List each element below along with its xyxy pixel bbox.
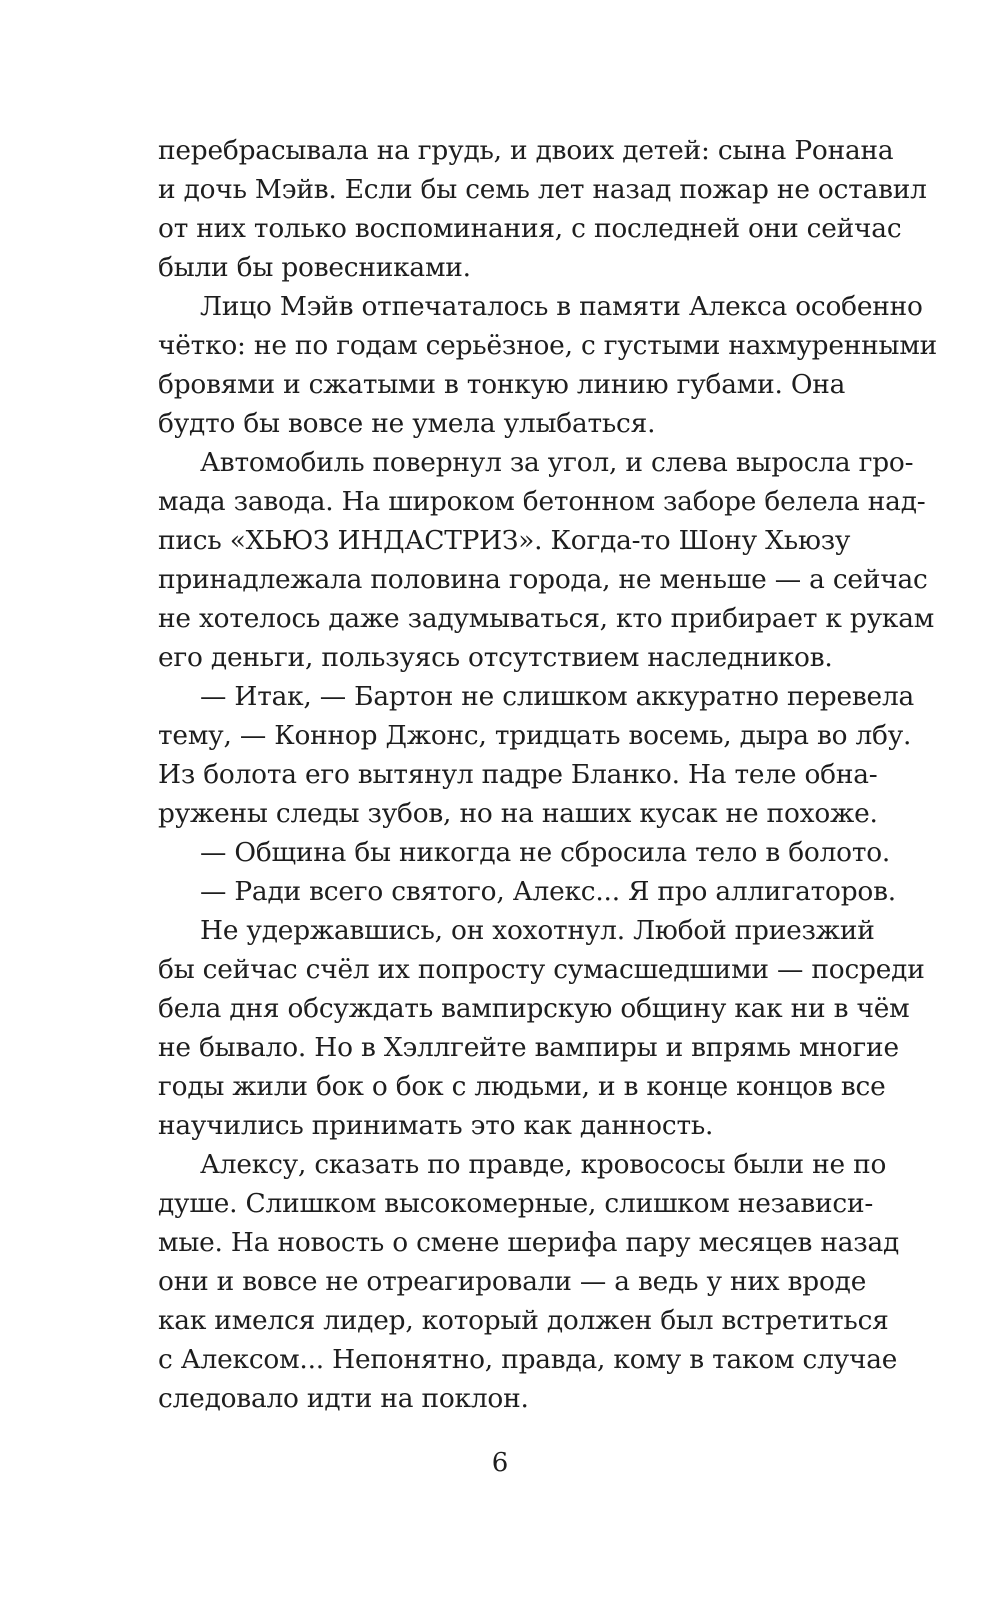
page-number: 6	[491, 1448, 509, 1478]
text-line: не хотелось даже задумываться, кто прибирает к рукам	[158, 603, 935, 634]
text-line: научились принимать это как данность.	[158, 1110, 714, 1141]
text-line: бела дня обсуждать вампирскую общину как ни в чём	[158, 993, 910, 1024]
text-line: бы сейчас счёл их попросту сумасшедшими — посреди	[158, 954, 925, 985]
text-line: от них только воспоминания, с последней они сейчас	[158, 213, 902, 244]
text-line: будто бы вовсе не умела улыбаться.	[158, 408, 656, 439]
text-line: Автомобиль повернул за угол, и слева выросла гро-	[200, 447, 914, 478]
body-text	[158, 131, 938, 1418]
text-line: чётко: не по годам серьёзное, с густыми нахмуренными	[158, 330, 938, 361]
text-line: и дочь Мэйв. Если бы семь лет назад пожар не оставил	[158, 174, 927, 205]
text-line: годы жили бок о бок с людьми, и в конце концов все	[158, 1071, 886, 1102]
text-line: тему, — Коннор Джонс, тридцать восемь, дыра во лбу.	[158, 720, 912, 751]
text-line: Из болота его вытянул падре Бланко. На теле обна-	[158, 759, 878, 790]
text-line: были бы ровесниками.	[158, 252, 471, 283]
text-line: Алексу, сказать по правде, кровососы были не по	[200, 1149, 887, 1180]
text-line: бровями и сжатыми в тонкую линию губами. Она	[158, 369, 846, 400]
text-line: пись «ХЬЮЗ ИНДАСТРИЗ». Когда-то Шону Хьюзу	[158, 525, 851, 556]
dialogue-line: — Ради всего святого, Алекс... Я про аллигаторов.	[200, 876, 896, 907]
text-line: Не удержавшись, он хохотнул. Любой приезжий	[200, 915, 875, 946]
text-line: с Алексом... Непонятно, правда, кому в таком случае	[158, 1344, 898, 1375]
text-line: ружены следы зубов, но на наших кусак не похоже.	[158, 798, 878, 829]
text-line: мада завода. На широком бетонном заборе белела над-	[158, 486, 926, 517]
text-line: душе. Слишком высокомерные, слишком независи-	[158, 1188, 874, 1219]
dialogue-line: — Итак, — Бартон не слишком аккуратно перевела	[200, 681, 915, 712]
text-line: Лицо Мэйв отпечаталось в памяти Алекса особенно	[200, 291, 923, 322]
text-line: перебрасывала на грудь, и двоих детей: сына Ронана	[158, 135, 894, 166]
text-line: как имелся лидер, который должен был встретиться	[158, 1305, 889, 1336]
text-line: мые. На новость о смене шерифа пару месяцев назад	[158, 1227, 900, 1258]
text-line: принадлежала половина города, не меньше — а сейчас	[158, 564, 928, 595]
text-line: его деньги, пользуясь отсутствием наследников.	[158, 642, 833, 673]
text-line: не бывало. Но в Хэллгейте вампиры и впрямь многие	[158, 1032, 899, 1063]
dialogue-line: — Община бы никогда не сбросила тело в болото.	[200, 837, 891, 868]
text-line: они и вовсе не отреагировали — а ведь у них вроде	[158, 1266, 867, 1297]
text-line: следовало идти на поклон.	[158, 1383, 529, 1414]
